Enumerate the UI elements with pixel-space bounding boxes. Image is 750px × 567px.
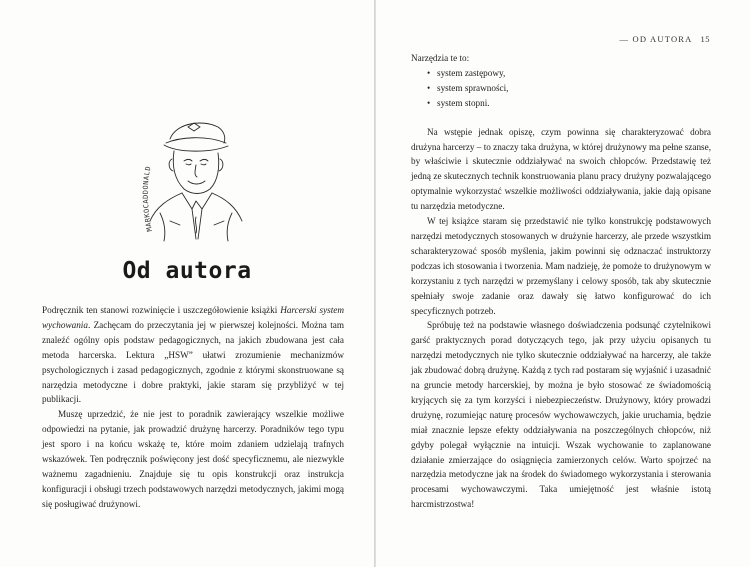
left-page bbox=[0, 0, 374, 567]
running-header bbox=[619, 34, 710, 44]
right-paragraph-1: Na wstępie jednak opiszę, czym powinna się charakteryzować dobra drużyna harcerzy – to znaczy taka drużyna, w której drużynowy ma pełne szanse, by właściwie i skutecznie oddziaływać na swoich chłopców. Przedstawię też jedną ze skutecznych technik konstruowania planu pracy drużyny pozwalającego optymalnie wykorzystać wszelkie możliwości oddziaływania, jakie dają opisane tu narzędzia metodyczne. bbox=[411, 126, 711, 212]
list-item: • system zastępowy, bbox=[427, 66, 711, 81]
list-item: • system sprawności, bbox=[427, 81, 711, 96]
left-page-body bbox=[42, 303, 344, 512]
book-title-italic: Harcerski system wychowania bbox=[42, 305, 344, 330]
right-page-body bbox=[411, 51, 711, 512]
page-number: 15 bbox=[700, 34, 710, 44]
illustration-stamp: MARKOCADDONALD bbox=[141, 165, 154, 233]
tools-intro: Narzędzia te to: bbox=[411, 53, 470, 63]
left-paragraph-2: Muszę uprzedzić, że nie jest to poradnik zawierający wszelkie możliwe odpowiedzi na pytanie, jak prowadzić drużynę harcerzy. Poradników tego typu jest sporo i na końcu wskażę te, które moim zdaniem udzielają trafnych wskazówek. Ten podręcznik poświęcony jest dość specyficznemu, ale niezwykle ważnemu zagadnieniu. Znajduje się tu opis konstrukcji oraz instrukcja konfiguracji i obsługi trzech podstawowych narzędzi metodycznych, jakimi mogą się posługiwać drużynowi. bbox=[42, 409, 344, 509]
list-item: • system stopni. bbox=[427, 96, 711, 111]
scout-portrait-illustration bbox=[140, 113, 250, 245]
left-paragraph-1 bbox=[42, 303, 344, 407]
tools-list bbox=[411, 66, 711, 111]
right-paragraph-2: W tej książce staram się przedstawić nie tylko konstrukcję podstawowych narzędzi metodycznych stosowanych w drużynie harcerzy, ale przede wszystkim scharakteryzować sposób myślenia, jakim powinni się odznaczać instruktorzy podczas ich stosowania i tworzenia. Mam nadzieję, że pomoże to drużynowym w korzystaniu z tych narzędzi w przemyślany i celowy sposób, tak aby skutecznie spełniały swoje zadanie oraz dawały się łatwo konfigurować do ich specyficznych potrzeb. bbox=[411, 216, 711, 316]
section-label: — OD AUTORA bbox=[619, 34, 693, 44]
paragraph-text: Podręcznik ten stanowi rozwinięcie i uszczegółowienie książki bbox=[42, 305, 281, 315]
right-paragraph-3: Spróbuję też na podstawie własnego doświadczenia podsunąć czytelnikowi garść praktycznych porad dotyczących tego, jak przy użyciu opisanych tu narzędzi metodycznych nie tylko skutecznie oddziaływać na harcerzy, ale także jak zbudować dobrą drużynę. Każdą z tych rad postaram się wyjaśnić i uzasadnić na gruncie metody harcerskiej, by można je było stosować ze świadomością kryjących się za tym korzyści i niebezpieczeństw. Drużynowy, który prowadzi drużynę, rozumiejąc naturę procesów wychowawczych, jakie uruchamia, będzie miał znacznie lepsze efekty oddziaływania na poszczególnych chłopców, niż gdyby polegał wyłącznie na intuicji. Wszak wychowanie to zaplanowane działanie zmierzające do osiągnięcia zamierzonych celów. Warto spojrzeć na narzędzia metodyczne jak na środek do świadomego wykorzystania i sterowania procesami wychowawczymi. Taka umiejętność jest właśnie istotą harcmistrzostwa! bbox=[411, 320, 711, 510]
paragraph-text: . Zachęcam do przeczytania jej w pierwszej kolejności. Można tam znaleźć ogólny opis podstaw pedagogicznych, na jakich zbudowana jest cała metoda harcerska. Lektura „HSW” ułatwi zrozumienie mechanizmów psychologicznych i zasad pedagogicznych, zgodnie z którymi skonstruowane są narzędzia metodyczne i dobre praktyki, jakie staram się przybliżyć w tej publikacji. bbox=[42, 319, 344, 405]
chapter-title: Od autora bbox=[122, 258, 252, 284]
